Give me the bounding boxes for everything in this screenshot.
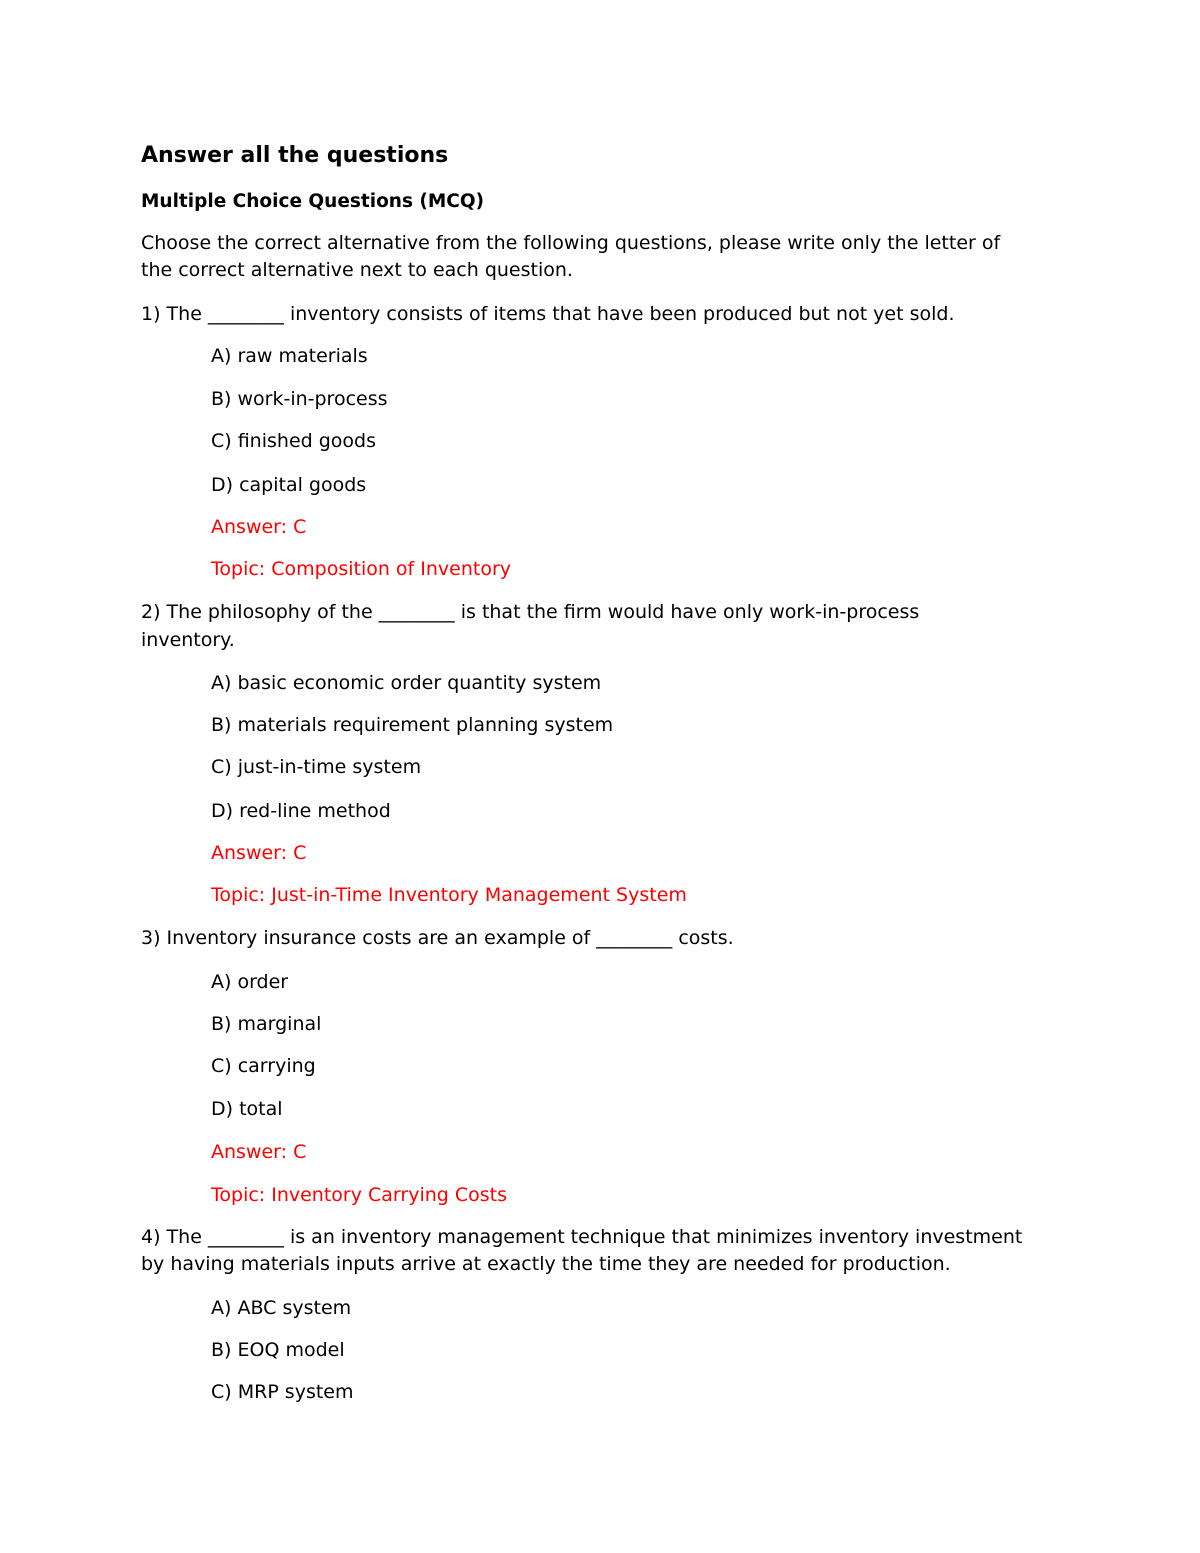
page-title: Answer all the questions	[141, 143, 449, 168]
question-3-option-b: B) marginal	[211, 1013, 322, 1035]
question-3-answer: Answer: C	[211, 1141, 307, 1163]
question-4-option-a: A) ABC system	[211, 1297, 352, 1319]
instructions-line-1: Choose the correct alternative from the following questions, please write only the letter of	[141, 232, 1001, 254]
question-4-stem-line-1: 4) The ________ is an inventory management technique that minimizes inventory investment	[141, 1226, 1023, 1248]
question-3-stem: 3) Inventory insurance costs are an example of ________ costs.	[141, 927, 734, 949]
instructions-line-2: the correct alternative next to each question.	[141, 259, 573, 281]
question-2-topic: Topic: Just-in-Time Inventory Management System	[211, 884, 687, 906]
question-2-stem-line-2: inventory.	[141, 629, 235, 651]
question-3-option-d: D) total	[211, 1098, 283, 1120]
question-1-stem: 1) The ________ inventory consists of items that have been produced but not yet sold.	[141, 303, 955, 325]
question-2-option-b: B) materials requirement planning system	[211, 714, 614, 736]
question-1-answer: Answer: C	[211, 516, 307, 538]
question-1-option-b: B) work-in-process	[211, 388, 388, 410]
question-1-topic: Topic: Composition of Inventory	[211, 558, 512, 580]
question-2-option-a: A) basic economic order quantity system	[211, 672, 602, 694]
question-4-stem-line-2: by having materials inputs arrive at exactly the time they are needed for production.	[141, 1253, 951, 1275]
question-1-option-c: C) finished goods	[211, 430, 377, 452]
question-4-option-b: B) EOQ model	[211, 1339, 345, 1361]
question-2-option-d: D) red-line method	[211, 800, 391, 822]
question-2-stem-line-1: 2) The philosophy of the ________ is that the firm would have only work-in-process	[141, 601, 920, 623]
section-heading: Multiple Choice Questions (MCQ)	[141, 191, 485, 212]
question-2-answer: Answer: C	[211, 842, 307, 864]
question-3-option-c: C) carrying	[211, 1055, 316, 1077]
question-1-option-d: D) capital goods	[211, 474, 367, 496]
question-1-option-a: A) raw materials	[211, 345, 368, 367]
question-4-option-c: C) MRP system	[211, 1381, 354, 1403]
question-2-option-c: C) just-in-time system	[211, 756, 422, 778]
question-3-topic: Topic: Inventory Carrying Costs	[211, 1184, 508, 1206]
question-3-option-a: A) order	[211, 971, 289, 993]
